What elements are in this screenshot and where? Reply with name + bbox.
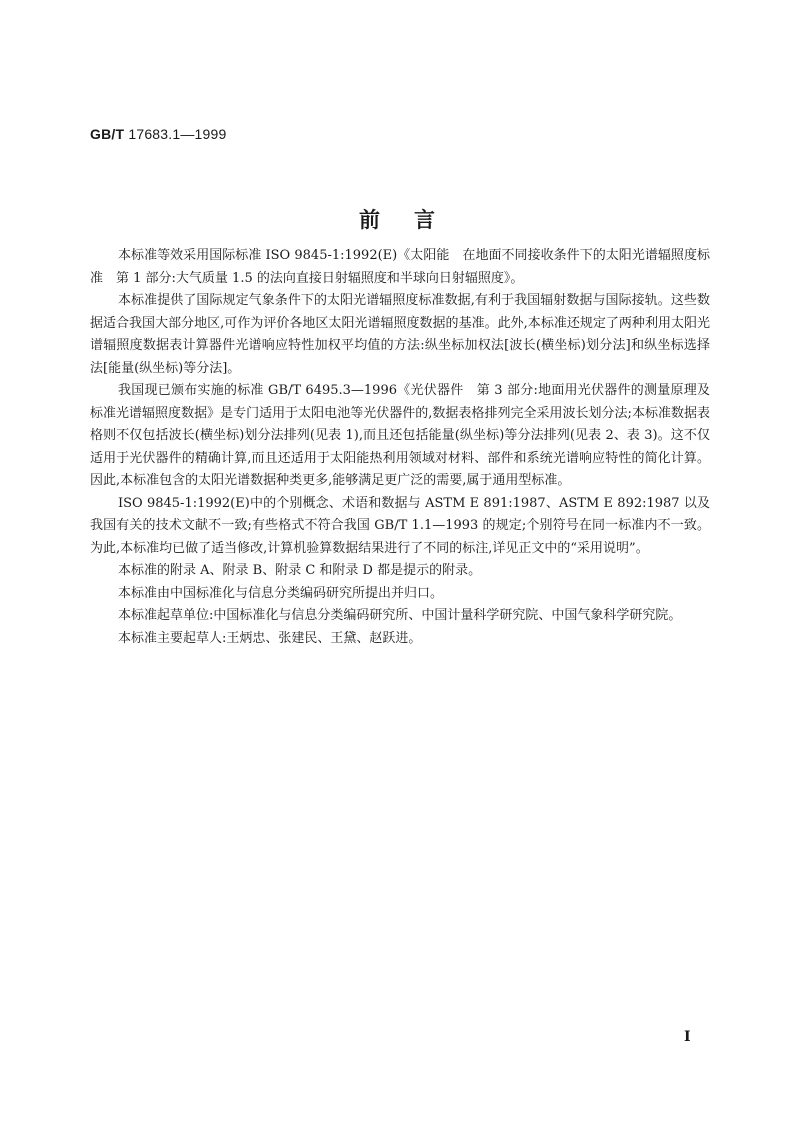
paragraph-drafting-units: 本标准起草单位:中国标准化与信息分类编码研究所、中国计量科学研究院、中国气象科学研究院。 (118, 608, 682, 623)
page-title: 前言 (359, 208, 469, 232)
paragraph-appendices: 本标准的附录 A、附录 B、附录 C 和附录 D 都是提示的附录。 (118, 563, 482, 578)
paragraph-modifications: ISO 9845-1:1992(E)中的个别概念、术语和数据与 ASTM E 891:1987、ASTM E 892:1987 以及我国有关的技术文献不一致;有些格式不符合我国 GB/T 1.1—1993 的规定;个别符号在同一标准内不一致。为此,本标准均已做了适当修改,计算机验算数据结果进行了不同的标注,详见正文中的“采用说明”。 (90, 495, 710, 556)
paragraph-adoption: 本标准等效采用国际标准 ISO 9845-1:1992(E)《太阳能 在地面不同接收条件下的太阳光谱辐照度标准 第 1 部分:大气质量 1.5 的法向直接日射辐照度和半球向日射辐照度》。 (90, 248, 710, 286)
standard-code: GB/T (90, 126, 125, 142)
foreword-body (90, 245, 710, 650)
paragraph-drafters: 本标准主要起草人:王炳忠、张建民、王黛、赵跃进。 (118, 630, 422, 646)
paragraph-purpose: 本标准提供了国际规定气象条件下的太阳光谱辐照度标准数据,有利于我国辐射数据与国际接轨。这些数据适合我国大部分地区,可作为评价各地区太阳光谱辐照度数据的基准。此外,本标准还规定了两种利用太阳光谱辐照度数据表计算器件光谱响应特性加权平均值的方法:纵坐标加权法[波长(横坐标)划分法]和纵坐标选择法[能量(纵坐标)等分法]。 (90, 293, 710, 376)
page-number: Ⅰ (684, 1029, 691, 1045)
standard-number (90, 126, 227, 142)
paragraph-comparison: 我国现已颁布实施的标准 GB/T 6495.3—1996《光伏器件 第 3 部分:地面用光伏器件的测量原理及标准光谱辐照度数据》是专门适用于太阳电池等光伏器件的,数据表格排列完全采用波长划分法;本标准数据表格则不仅包括波长(横坐标)划分法排列(见表 1),而且还包括能量(纵坐标)等分法排列(见表 2、表 3)。这不仅适用于光伏器件的精确计算,而且还适用于太阳能热利用领域对材料、部件和系统光谱响应特性的简化计算。因此,本标准包含的太阳光谱数据种类更多,能够满足更广泛的需要,属于通用型标准。 (90, 383, 710, 488)
standard-number-value: 17683.1—1999 (128, 126, 227, 142)
paragraph-proposer: 本标准由中国标准化与信息分类编码研究所提出并归口。 (118, 585, 444, 601)
